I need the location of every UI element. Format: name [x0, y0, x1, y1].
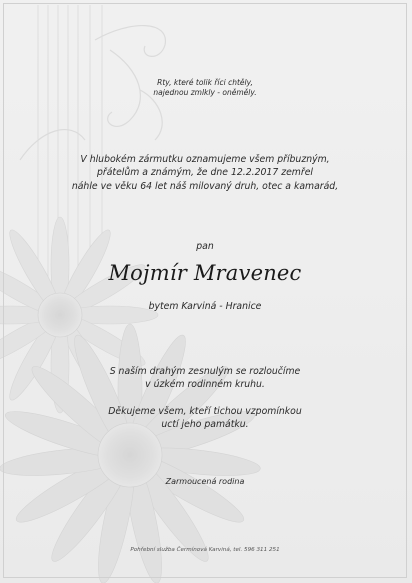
funeral-service-footer: Pohřební služba Čermínová Karviná, tel. 596 311 251 — [130, 547, 280, 553]
motto-verse — [40, 78, 370, 98]
residence: bytem Karviná - Hranice — [148, 301, 262, 312]
death-announcement — [40, 153, 370, 193]
salutation: pan — [196, 241, 214, 252]
farewell-text — [40, 365, 370, 392]
announcement-line: přátelům a známým, že dne 12.2.2017 zemřel — [97, 167, 313, 179]
farewell-line: v úzkém rodinném kruhu. — [145, 379, 265, 391]
deceased-name: Mojmír Mravenec — [108, 261, 302, 285]
thanks-line: uctí jeho památku. — [161, 419, 249, 431]
announcement-line: V hlubokém zármutku oznamujeme všem příbuzným, — [80, 154, 330, 165]
farewell-line: S naším drahým zesnulým se rozloučíme — [109, 366, 301, 377]
motto-line: najednou zmlkly - oněměly. — [153, 88, 257, 97]
thanks-line: Děkujeme všem, kteří tichou vzpomínkou — [108, 406, 302, 417]
motto-line: Rty, které tolik říci chtěly, — [157, 78, 253, 87]
signature: Zarmoucená rodina — [165, 477, 245, 486]
thanks-text — [40, 405, 370, 432]
announcement-line: náhle ve věku 64 let náš milovaný druh, otec a kamarád, — [71, 180, 339, 192]
